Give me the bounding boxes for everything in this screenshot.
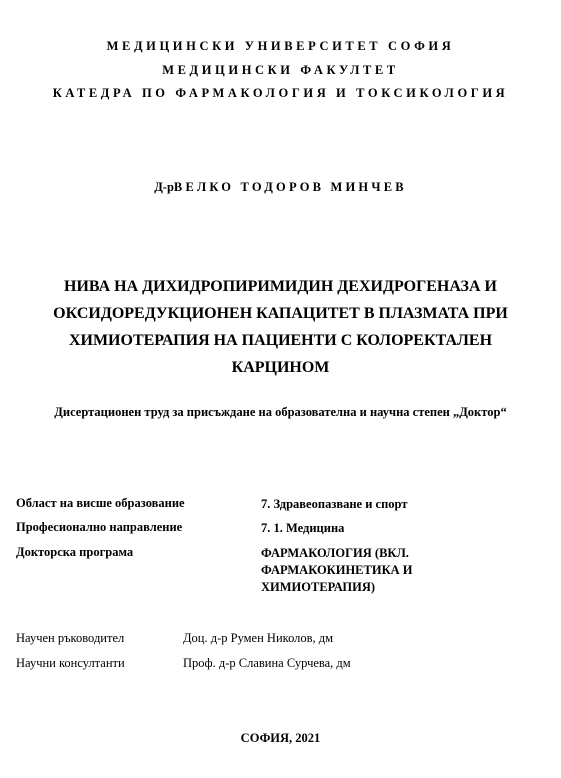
faculty-name: МЕДИЦИНСКИ ФАКУЛТЕТ <box>162 63 399 77</box>
author <box>0 180 561 195</box>
people-value: Проф. д-р Славина Сурчева, дм <box>183 656 351 670</box>
info-value: 7. Здравеопазване и спорт <box>261 497 408 511</box>
author-prefix: Д-р <box>154 180 174 194</box>
people-label: Научен ръководител <box>16 631 125 645</box>
info-value: 7. 1. Медицина <box>261 521 345 535</box>
info-label: Докторска програма <box>16 545 134 559</box>
author-name: ВЕЛКО ТОДОРОВ МИНЧЕВ <box>173 180 407 194</box>
people-value: Доц. д-р Румен Николов, дм <box>183 631 334 645</box>
place-and-year: СОФИЯ, 2021 <box>240 731 321 745</box>
info-value: ФАРМАКОЛОГИЯ (ВКЛ. ФАРМАКОКИНЕТИКА И ХИМИОТЕРАПИЯ) <box>261 546 413 594</box>
university-name: МЕДИЦИНСКИ УНИВЕРСИТЕТ СОФИЯ <box>106 39 455 53</box>
info-label: Област на висше образование <box>16 496 185 510</box>
info-label: Професионално направление <box>16 520 183 534</box>
department-name: КАТЕДРА ПО ФАРМАКОЛОГИЯ И ТОКСИКОЛОГИЯ <box>52 86 509 100</box>
dissertation-subtitle: Дисертационен труд за присъждане на образователна и научна степен „Доктор“ <box>54 405 507 419</box>
dissertation-title: НИВА НА ДИХИДРОПИРИМИДИН ДЕХИДРОГЕНАЗА И ОКСИДОРЕДУКЦИОНЕН КАПАЦИТЕТ В ПЛАЗМАТА ПРИ ХИМИОТЕРАПИЯ НА ПАЦИЕНТИ С КОЛОРЕКТАЛЕН КАРЦИНОМ <box>53 278 508 376</box>
people-label: Научни консултанти <box>16 656 125 670</box>
